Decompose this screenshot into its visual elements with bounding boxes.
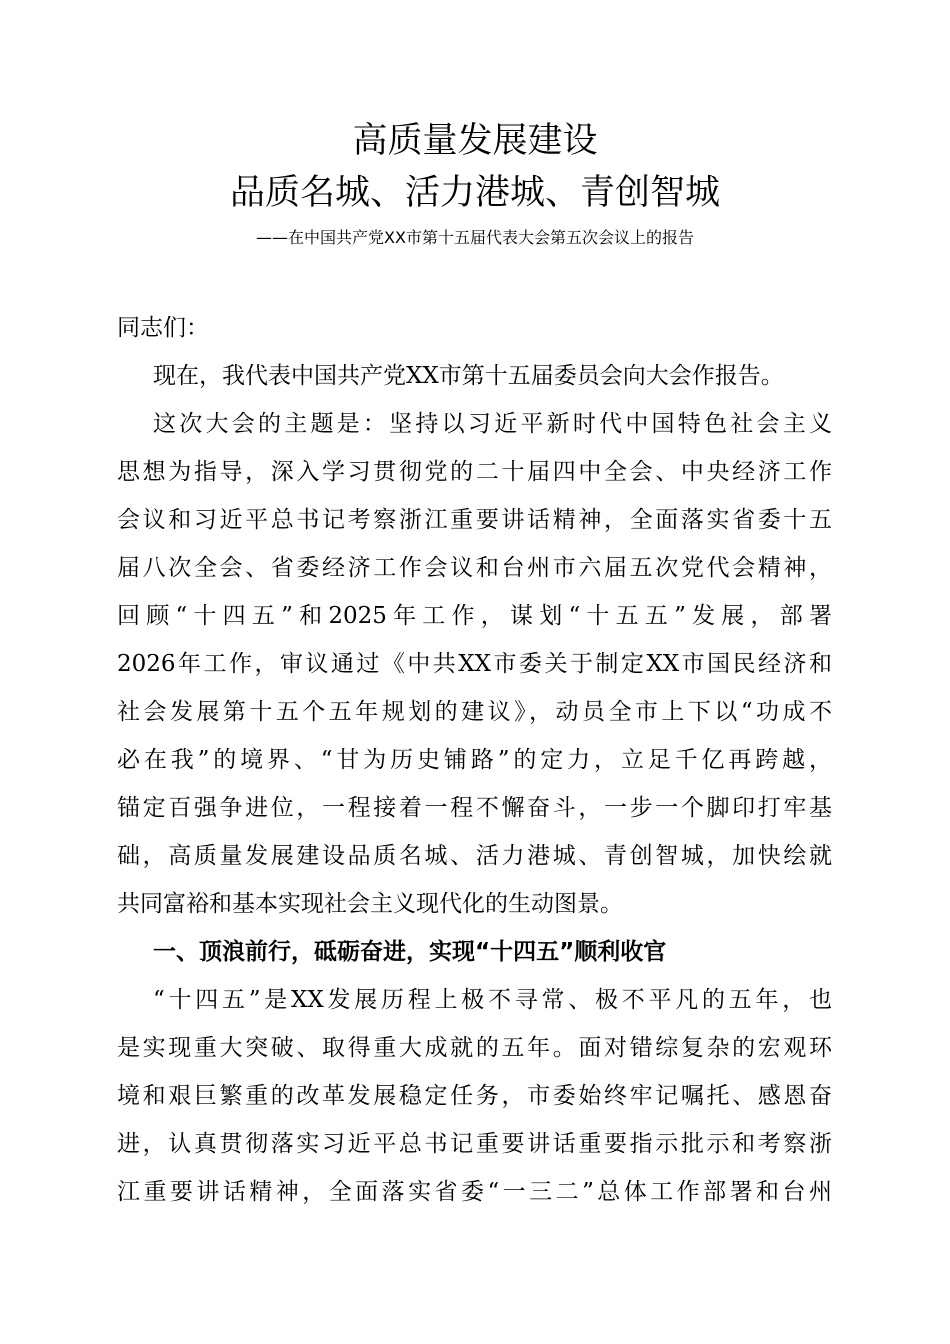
paragraph-2-line: 届八次全会、省委经济工作会议和台州市六届五次党代会精神， <box>117 555 832 581</box>
document-title <box>0 115 950 219</box>
paragraph-3-line: 境和艰巨繁重的改革发展稳定任务，市委始终牢记嘱托、感恩奋 <box>117 1083 832 1109</box>
paragraph-2-line: 础，高质量发展建设品质名城、活力港城、青创智城，加快绘就 <box>117 843 832 869</box>
paragraph-2-line: 锚定百强争进位，一程接着一程不懈奋斗，一步一个脚印打牢基 <box>117 795 832 821</box>
paragraph-2-line: 回顾“十四五”和2025年工作，谋划“十五五”发展，部署 <box>117 603 832 629</box>
paragraph-2-line: 共同富裕和基本实现社会主义现代化的生动图景。 <box>117 891 623 917</box>
paragraph-2-line: 思想为指导，深入学习贯彻党的二十届四中全会、中央经济工作 <box>117 459 832 485</box>
paragraph-1: 现在，我代表中国共产党XX市第十五届委员会向大会作报告。 <box>153 363 784 389</box>
paragraph-2-line: 会议和习近平总书记考察浙江重要讲话精神，全面落实省委十五 <box>117 507 832 533</box>
paragraph-3-line: 进，认真贯彻落实习近平总书记重要讲话重要指示批示和考察浙 <box>117 1131 832 1157</box>
salutation: 同志们： <box>117 315 209 341</box>
title-line-2: 品质名城、活力港城、青创智城 <box>229 173 720 213</box>
paragraph-2-line: 这次大会的主题是：坚持以习近平新时代中国特色社会主义 <box>153 411 832 437</box>
paragraph-2-line: 社会发展第十五个五年规划的建议》，动员全市上下以“功成不 <box>117 699 832 725</box>
paragraph-3-line: “十四五”是XX发展历程上极不寻常、极不平凡的五年，也 <box>153 987 832 1013</box>
title-line-1: 高质量发展建设 <box>352 121 598 161</box>
paragraph-3-line: 江重要讲话精神，全面落实省委“一三二”总体工作部署和台州 <box>117 1179 832 1205</box>
paragraph-3-line: 是实现重大突破、取得重大成就的五年。面对错综复杂的宏观环 <box>117 1035 832 1061</box>
section-heading-1: 一、顶浪前行，砥砺奋进，实现“十四五”顺利收官 <box>153 939 667 965</box>
document-body <box>117 304 832 1216</box>
document-subtitle: ——在中国共产党XX市第十五届代表大会第五次会议上的报告 <box>256 228 694 247</box>
paragraph-2-line: 2026年工作，审议通过《中共XX市委关于制定XX市国民经济和 <box>117 651 832 677</box>
paragraph-2-line: 必在我”的境界、“甘为历史铺路”的定力，立足千亿再跨越， <box>117 747 832 773</box>
